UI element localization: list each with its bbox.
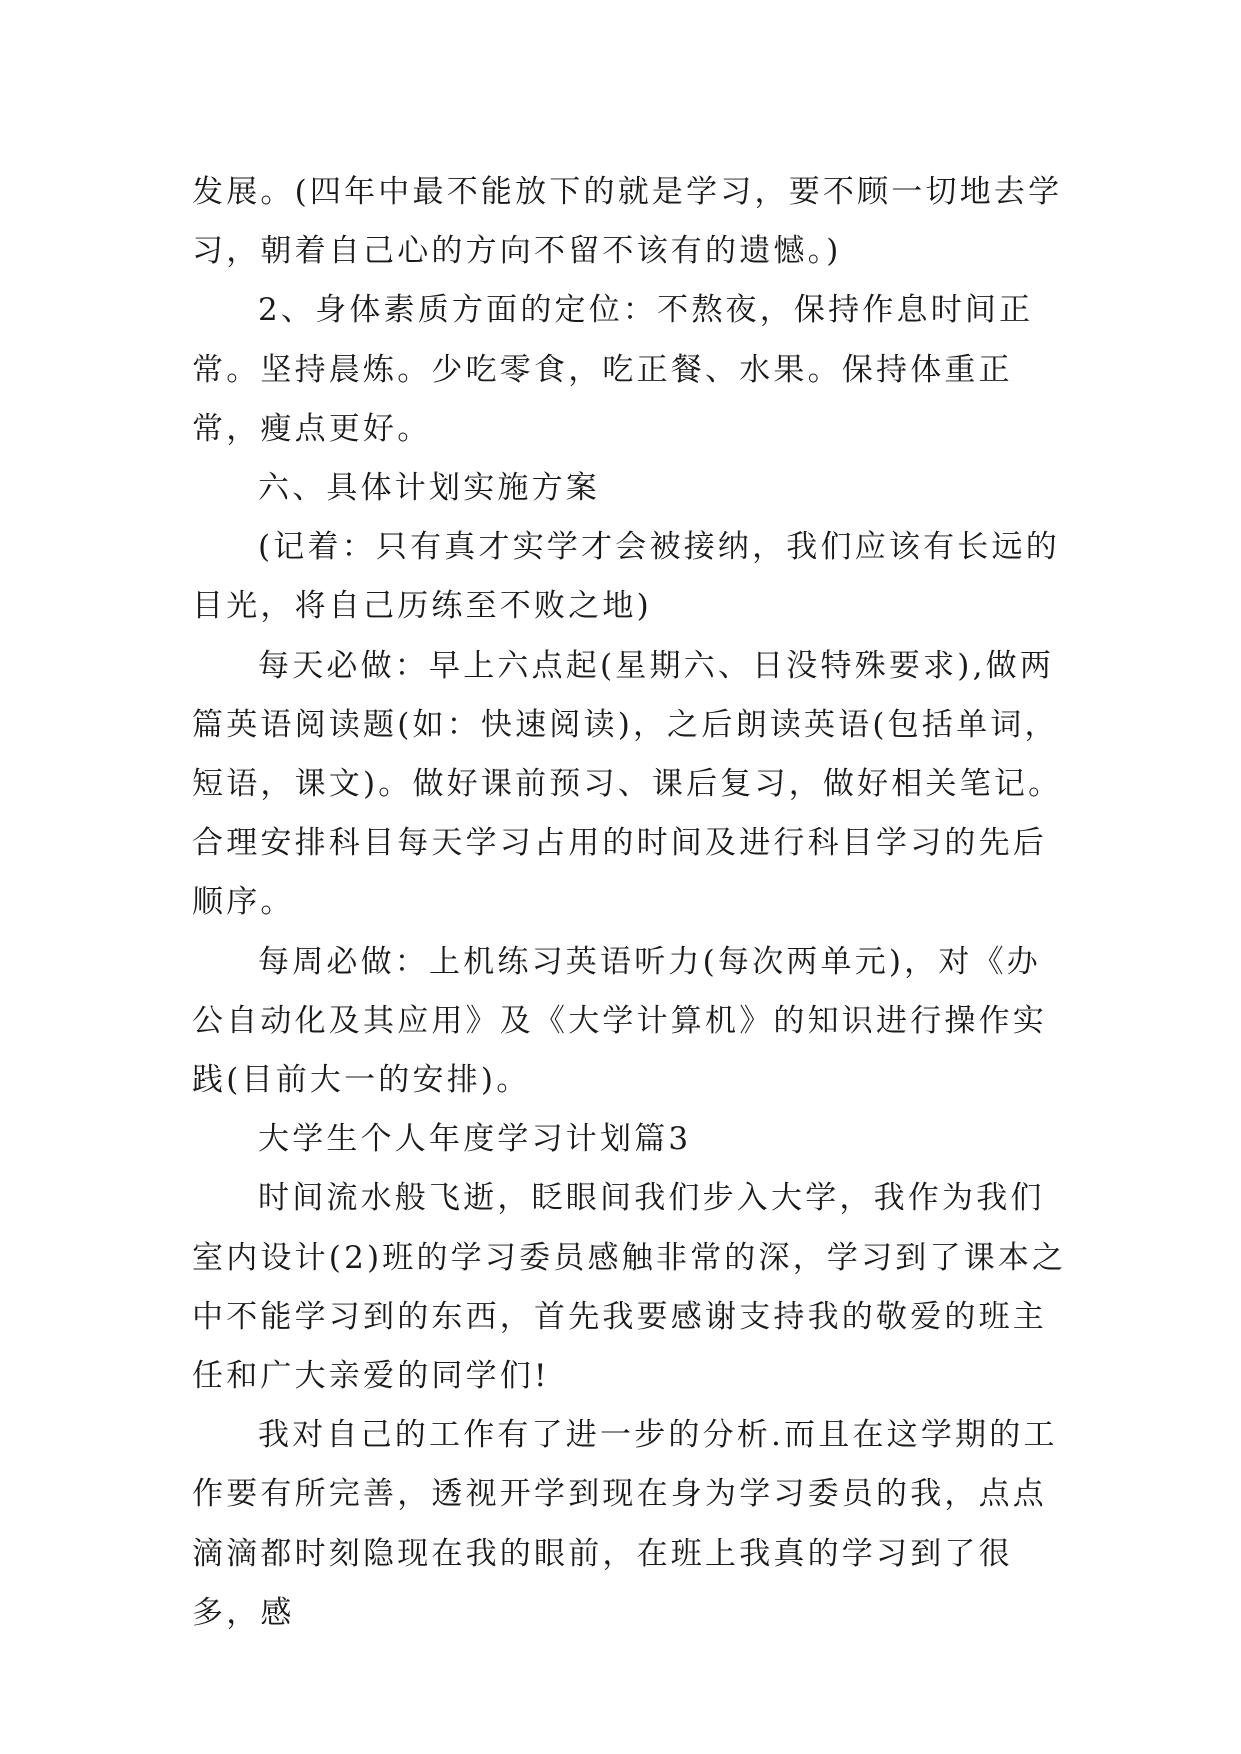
section-heading: 大学生个人年度学习计划篇3 [258,1121,692,1158]
paragraph: (记着：只有真才实学才会被接纳，我们应该有长远的目光，将自己历练至不败之地) [192,529,1060,625]
paragraph: 我对自己的工作有了进一步的分析.而且在这学期的工作要有所完善，透视开学到现在身为学习委员的我，点点滴滴都时刻隐现在我的眼前，在班上我真的学习到了很多，感 [192,1417,1058,1631]
document-body [192,163,1072,1643]
paragraph: 发展。(四年中最不能放下的就是学习，要不顾一切地去学习，朝着自己心的方向不留不该有的遗憾。) [192,174,1063,270]
paragraph: 每天必做：早上六点起(星期六、日没特殊要求),做两篇英语阅读题(如：快速阅读)，之后朗读英语(包括单词，短语，课文)。做好课前预习、课后复习，做好相关笔记。合理安排科目每天学习占用的时间及进行科目学习的先后顺序。 [192,647,1063,921]
paragraph: 时间流水般飞逝，眨眼间我们步入大学，我作为我们室内设计(2)班的学习委员感触非常的深，学习到了课本之中不能学习到的东西，首先我要感谢支持我的敬爱的班主任和广大亲爱的同学们! [192,1180,1067,1395]
paragraph: 2、身体素质方面的定位：不熬夜，保持作息时间正常。坚持晨炼。少吃零食，吃正餐、水果。保持体重正常，瘦点更好。 [192,292,1034,447]
paragraph: 每周必做：上机练习英语听力(每次两单元)，对《办公自动化及其应用》及《大学计算机》的知识进行操作实践(目前大一的安排)。 [192,943,1047,1099]
section-heading: 六、具体计划实施方案 [258,470,600,507]
